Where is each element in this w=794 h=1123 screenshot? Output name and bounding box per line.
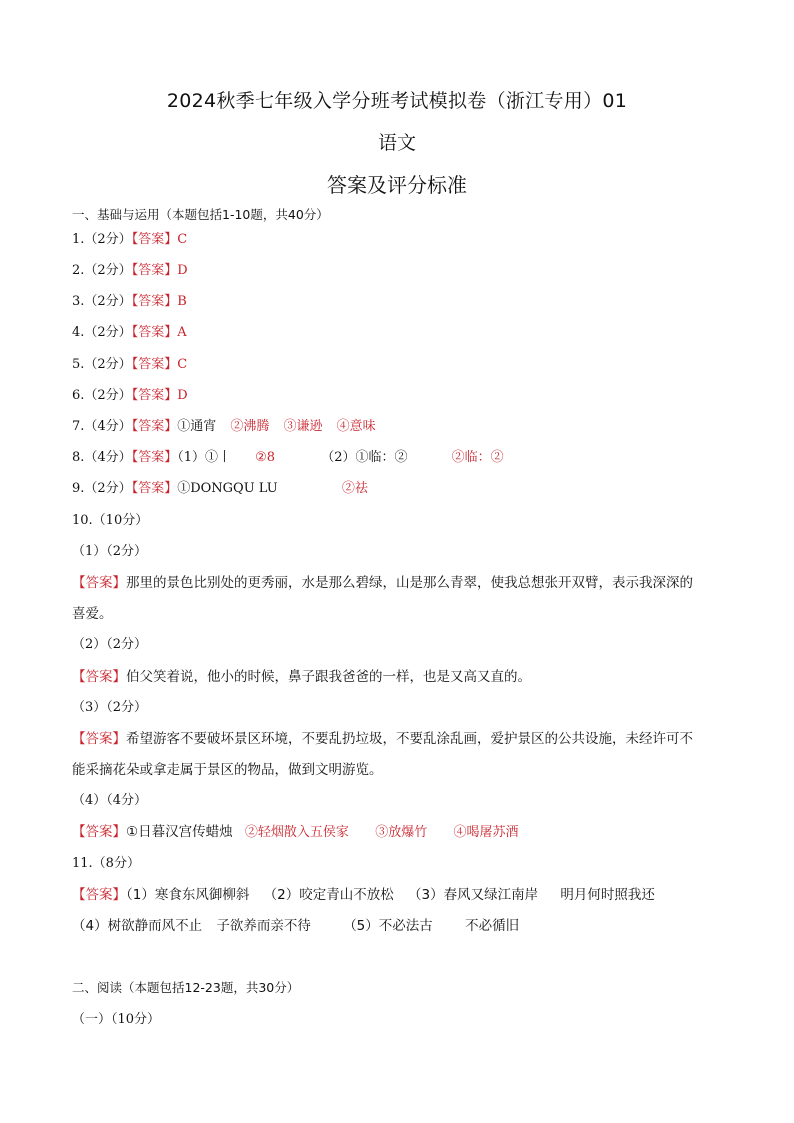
answer-tag: 【答案】 (72, 824, 126, 840)
question-number: 4.（2分） (72, 325, 132, 340)
answer-value: D (177, 263, 188, 278)
answer-part: ②祛 (341, 481, 368, 496)
answer-tag: 【答案】 (131, 232, 178, 247)
answer-tag: 【答案】 (131, 481, 178, 496)
question-10: 10.（10分） (72, 513, 149, 528)
answer-part: （2）咬定青山不放松 (263, 887, 394, 903)
subject-title: 语文 (377, 132, 416, 154)
subtitle: 答案及评分标准 (327, 173, 467, 197)
question-number: 1.（2分） (72, 232, 132, 247)
answer-text: 希望游客不要破坏景区环境，不要乱扔垃圾，不要乱涂乱画，爱护景区的公共设施，未经许可不 (126, 731, 693, 747)
question-number: 6.（2分） (72, 388, 132, 403)
answer-part: 明月何时照我还 (560, 887, 655, 903)
answer-part: （5）不必法古 (343, 918, 433, 934)
question-number: 8.（4分） (72, 450, 132, 465)
section2-part1: （一）（10分） (72, 1012, 161, 1027)
question-6 (72, 387, 732, 405)
question-7 (72, 418, 732, 436)
question-1 (72, 231, 732, 249)
answer-tag: 【答案】 (131, 325, 178, 340)
answer-part: （1）寒食东风御柳斜 (126, 887, 250, 903)
question-8 (72, 449, 732, 467)
answer-value: A (177, 325, 187, 340)
answer-text: 伯父笑着说，他小的时候，鼻子跟我爸爸的一样，也是又高又直的。 (126, 669, 531, 685)
answer-tag: 【答案】 (131, 357, 178, 372)
question-9 (72, 480, 732, 498)
q10-sub2: （2）（2分） (72, 637, 148, 652)
answer-part: 子欲养而亲不待 (216, 918, 311, 934)
answer-tag: 【答案】 (131, 388, 178, 403)
answer-part: ②8 (255, 450, 276, 465)
answer-part: （1）①丨 (177, 450, 231, 465)
answer-tag: 【答案】 (72, 669, 126, 685)
q10-answer1-line1 (72, 574, 732, 592)
answer-tag: 【答案】 (131, 450, 178, 465)
answer-part: 不必循旧 (465, 918, 520, 934)
q10-answer1-line2: 喜爱。 (72, 606, 113, 622)
answer-text: 那里的景色比别处的更秀丽，水是那么碧绿，山是那么青翠，使我总想张开双臂，表示我深深的 (126, 575, 693, 591)
answer-part: ②沸腾 (230, 419, 270, 434)
answer-part: ④意味 (336, 419, 376, 434)
answer-part: （2）①临：② (321, 450, 408, 465)
answer-tag: 【答案】 (72, 731, 126, 747)
document-title: 2024秋季七年级入学分班考试模拟卷（浙江专用）01 (166, 90, 628, 112)
question-number: 9.（2分） (72, 481, 132, 496)
answer-value: C (177, 232, 188, 247)
answer-tag: 【答案】 (72, 575, 126, 591)
answer-part: ①DONGQU LU (177, 481, 278, 496)
question-number: 3.（2分） (72, 294, 132, 309)
answer-part: （3）春风又绿江南岸 (408, 887, 539, 903)
answer-tag: 【答案】 (131, 294, 178, 309)
q10-sub4: （4）（4分） (72, 793, 148, 808)
q10-sub1: （1）（2分） (72, 544, 148, 559)
answer-part: ②临：② (451, 450, 504, 465)
q10-answer3-line1 (72, 730, 732, 748)
question-2 (72, 262, 732, 280)
answer-value: B (177, 294, 187, 309)
question-5 (72, 356, 732, 374)
answer-tag: 【答案】 (131, 419, 178, 434)
answer-value: D (177, 388, 188, 403)
answer-part: （4）树欲静而风不止 (72, 918, 203, 934)
answer-part: ①通宵 (177, 419, 217, 434)
answer-tag: 【答案】 (72, 887, 126, 903)
question-3 (72, 293, 732, 311)
question-number: 7.（4分） (72, 419, 132, 434)
answer-part: ③谦逊 (283, 419, 323, 434)
q10-answer4 (72, 823, 732, 842)
answer-part: ③放爆竹 (375, 825, 428, 840)
q11-answer-line2 (72, 917, 732, 935)
q10-sub3: （3）（2分） (72, 700, 148, 715)
question-number: 2.（2分） (72, 263, 132, 278)
answer-value: C (177, 357, 188, 372)
question-11: 11.（8分） (72, 856, 140, 871)
answer-part: ①日暮汉宫传蜡烛 (126, 824, 233, 840)
section2-heading: 二、阅读（本题包括12-23题，共30分） (72, 980, 300, 995)
question-4 (72, 324, 732, 342)
q10-answer2 (72, 668, 732, 686)
section1-heading: 一、基础与运用（本题包括1-10题，共40分） (72, 207, 329, 222)
answer-part: ④喝屠苏酒 (453, 825, 519, 840)
q11-answer-line1 (72, 886, 732, 904)
answer-tag: 【答案】 (131, 263, 178, 278)
q10-answer3-line2: 能采摘花朵或拿走属于景区的物品，做到文明游览。 (72, 762, 383, 778)
question-number: 5.（2分） (72, 357, 132, 372)
answer-part: ②轻烟散入五侯家 (244, 825, 349, 840)
